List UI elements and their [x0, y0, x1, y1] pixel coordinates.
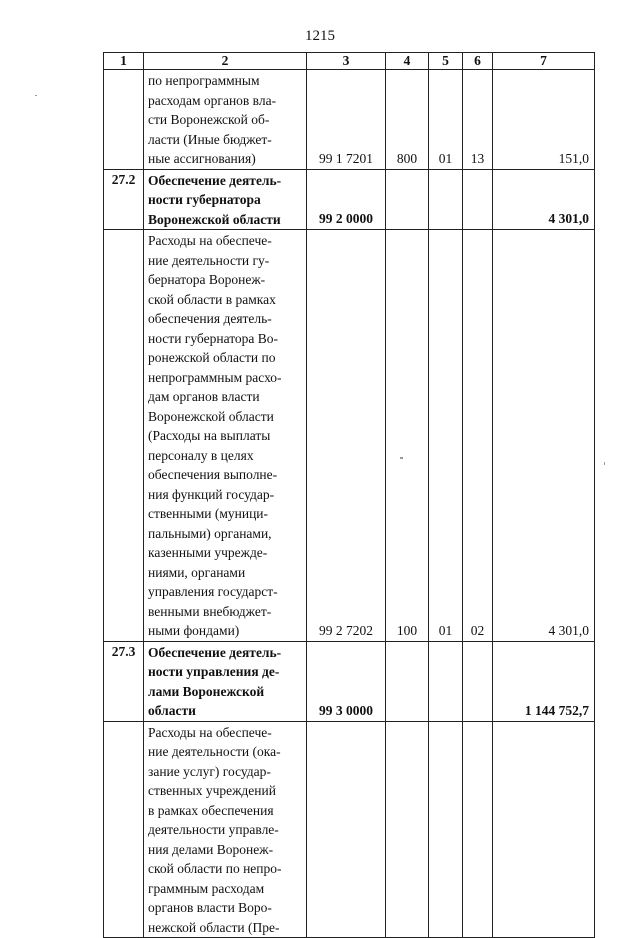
- table-row: [104, 230, 595, 642]
- row-name: [144, 70, 307, 170]
- header-cell: 4: [386, 53, 429, 70]
- row-name-line: лами Воронежской: [148, 683, 265, 699]
- row-subsection: 13: [463, 70, 493, 170]
- row-name-line: ние деятельности гу-: [148, 252, 270, 268]
- header-cell: 2: [144, 53, 307, 70]
- page-number: 1215: [305, 28, 335, 44]
- scan-dot: [604, 462, 605, 465]
- table-row: [104, 70, 595, 170]
- row-name-line: Воронежской области: [148, 408, 274, 424]
- row-target-code: 99 2 0000: [307, 169, 386, 230]
- row-name-line: сти Воронежской об-: [148, 112, 270, 127]
- row-name-line: нежской области (Пре-: [148, 919, 280, 935]
- row-section: [429, 721, 463, 938]
- row-name-line: управления государст-: [148, 584, 278, 599]
- row-number: [104, 230, 144, 642]
- row-section: 01: [429, 70, 463, 170]
- row-name-line: ные ассигнования): [148, 151, 256, 166]
- row-number: [104, 70, 144, 170]
- row-name-line: Обеспечение деятель-: [148, 172, 282, 188]
- row-number: [104, 721, 144, 938]
- row-name-line: по непрограммным: [148, 73, 260, 88]
- row-name-line: дам органов власти: [148, 389, 260, 404]
- row-name-line: ния делами Воронеж-: [148, 841, 274, 857]
- row-section: 01: [429, 230, 463, 642]
- budget-table: [103, 52, 595, 938]
- row-name-line: ния функций государ-: [148, 486, 275, 502]
- row-target-code: [307, 721, 386, 938]
- row-name-line: ственными (муници-: [148, 506, 269, 521]
- row-name-line: бернатора Воронеж-: [148, 272, 266, 287]
- row-name-line: деятельности управле-: [148, 822, 279, 837]
- row-name-line: казенными учрежде-: [148, 545, 268, 560]
- row-section: [429, 169, 463, 230]
- row-subsection: 02: [463, 230, 493, 642]
- row-name-line: непрограммным расхо-: [148, 369, 282, 385]
- scan-dot: [35, 95, 37, 96]
- row-subsection: [463, 721, 493, 938]
- table-row: [104, 641, 595, 721]
- row-name-line: ственных учреждений: [148, 783, 276, 798]
- row-name-line: области: [148, 703, 196, 718]
- row-sum: 1 144 752,7: [493, 641, 595, 721]
- row-name-line: расходам органов вла-: [148, 92, 277, 108]
- row-name-line: Обеспечение деятель-: [148, 644, 282, 660]
- header-cell: 1: [104, 53, 144, 70]
- row-name-line: персоналу в целях: [148, 447, 254, 463]
- row-name-line: ными фондами): [148, 623, 240, 638]
- table-row: [104, 169, 595, 230]
- row-target-code: 99 1 7201: [307, 70, 386, 170]
- row-name: [144, 721, 307, 938]
- row-name: [144, 230, 307, 642]
- row-name-line: ронежской области по: [148, 350, 276, 365]
- row-name-line: обеспечения выполне-: [148, 467, 278, 482]
- row-expense-type: [386, 169, 429, 230]
- row-name-line: граммным расходам: [148, 880, 265, 896]
- row-sum: 4 301,0: [493, 169, 595, 230]
- row-name-line: в рамках обеспечения: [148, 802, 274, 818]
- header-cell: 6: [463, 53, 493, 70]
- row-subsection: [463, 641, 493, 721]
- table-row: [104, 721, 595, 938]
- row-expense-type: [386, 721, 429, 938]
- scan-dot: [400, 457, 403, 459]
- row-expense-type: [386, 641, 429, 721]
- row-name-line: Расходы на обеспече-: [148, 233, 272, 248]
- row-expense-type: 100: [386, 230, 429, 642]
- row-name-line: ние деятельности (ока-: [148, 744, 281, 759]
- row-target-code: 99 2 7202: [307, 230, 386, 642]
- row-name: [144, 641, 307, 721]
- header-cell: 7: [493, 53, 595, 70]
- row-name-line: ласти (Иные бюджет-: [148, 131, 272, 147]
- row-name-line: органов власти Воро-: [148, 900, 272, 915]
- row-number: 27.2: [104, 169, 144, 230]
- row-name-line: ской области по непро-: [148, 861, 282, 876]
- row-name-line: Воронежской области: [148, 211, 281, 227]
- row-expense-type: 800: [386, 70, 429, 170]
- row-name-line: ности губернатора: [148, 192, 261, 207]
- row-name-line: ности губернатора Во-: [148, 330, 279, 346]
- header-cell: 3: [307, 53, 386, 70]
- row-name-line: Расходы на обеспече-: [148, 724, 272, 740]
- row-name: [144, 169, 307, 230]
- row-section: [429, 641, 463, 721]
- row-sum: 4 301,0: [493, 230, 595, 642]
- table-header-row: [104, 53, 595, 70]
- row-number: 27.3: [104, 641, 144, 721]
- row-target-code: 99 3 0000: [307, 641, 386, 721]
- row-name-line: ской области в рамках: [148, 291, 276, 307]
- row-subsection: [463, 169, 493, 230]
- row-name-line: ности управления де-: [148, 664, 280, 679]
- row-sum: 151,0: [493, 70, 595, 170]
- row-name-line: ниями, органами: [148, 564, 246, 580]
- row-sum: [493, 721, 595, 938]
- row-name-line: зание услуг) государ-: [148, 763, 271, 779]
- header-cell: 5: [429, 53, 463, 70]
- row-name-line: пальными) органами,: [148, 525, 272, 541]
- row-name-line: (Расходы на выплаты: [148, 428, 271, 443]
- row-name-line: венными внебюджет-: [148, 603, 272, 619]
- row-name-line: обеспечения деятель-: [148, 311, 272, 326]
